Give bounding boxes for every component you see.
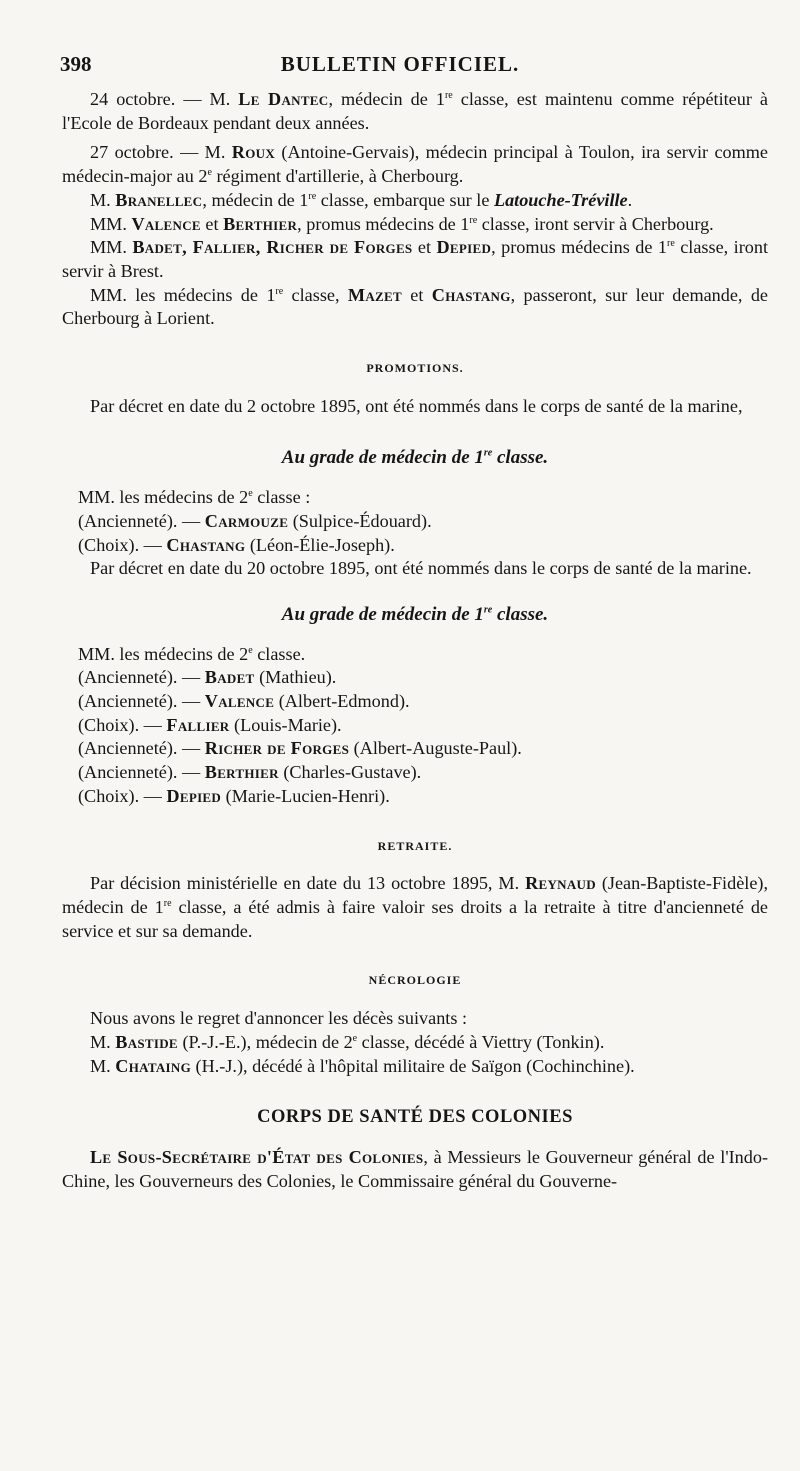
promotion-list — [78, 643, 768, 809]
person-name: Branellec — [115, 189, 203, 210]
journal-title: BULLETIN OFFICIEL. — [280, 52, 520, 76]
person-name: Chataing — [115, 1055, 191, 1076]
promotions-heading: PROMOTIONS. — [366, 361, 464, 376]
page-header — [0, 52, 800, 82]
retraite-paragraph: Par décision ministérielle en date du 13 octobre 1895, M. Reynaud (Jean-Baptiste-Fidèle), médecin de 1re classe, a été admis à faire valoir ses droits a la retraite à titre d'ancienneté de service et sur sa demande. — [62, 873, 769, 941]
entry-branellec: M. Branellec, médecin de 1re classe, embarque sur le Latouche-Tréville. — [90, 189, 633, 210]
list-item: (Choix). — Chastang (Léon-Élie-Joseph). — [78, 534, 395, 555]
necrologie-intro: Nous avons le regret d'annoncer les décès suivants : — [90, 1008, 468, 1029]
person-name: Valence — [204, 691, 275, 712]
grade-heading: Au grade de médecin de 1re classe. — [281, 603, 549, 625]
list-item: (Ancienneté). — Berthier (Charles-Gustave). — [78, 762, 422, 783]
person-name: Bastide — [115, 1031, 178, 1052]
deceased-entry: M. Chataing (H.-J.), décédé à l'hôpital militaire de Saïgon (Cochinchine). — [90, 1055, 635, 1076]
person-name: Depied — [166, 785, 222, 806]
colonies-paragraph: Le Sous-Secrétaire d'État des Colonies, à Messieurs le Gouverneur général de l'Indo-Chine, les Gouverneurs des Colonies, le Commissaire général du Gouverne- — [62, 1146, 769, 1191]
deceased-entry: M. Bastide (P.-J.-E.), médecin de 2e classe, décédé à Viettry (Tonkin). — [90, 1031, 605, 1052]
promotion-list — [78, 486, 768, 557]
grade-heading: Au grade de médecin de 1re classe. — [281, 447, 549, 469]
list-intro: MM. les médecins de 2e classe : — [78, 487, 311, 508]
person-name: Carmouze — [204, 510, 289, 531]
colonies-heading: CORPS DE SANTÉ DES COLONIES — [257, 1107, 573, 1128]
list-item: (Choix). — Depied (Marie-Lucien-Henri). — [78, 785, 390, 806]
list-item: (Ancienneté). — Valence (Albert-Edmond). — [78, 691, 410, 712]
person-name: Badet, Fallier, Richer de Forges — [132, 237, 413, 258]
necrologie-heading: NÉCROLOGIE — [368, 973, 462, 988]
person-name: Berthier — [204, 762, 279, 783]
person-name: Berthier — [223, 213, 298, 234]
page-number: 398 — [60, 52, 92, 76]
page-body — [62, 88, 768, 1193]
person-name: Mazet — [347, 284, 402, 305]
list-item: (Ancienneté). — Richer de Forges (Albert-Auguste-Paul). — [78, 738, 522, 759]
person-name: Depied — [436, 237, 492, 258]
person-name: Roux — [231, 142, 276, 163]
ship-name: Latouche-Tréville — [493, 189, 628, 210]
person-name: Richer de Forges — [204, 738, 350, 759]
decree-paragraph: Par décret en date du 20 octobre 1895, ont été nommés dans le corps de santé de la marine. — [90, 558, 752, 579]
entry-roux: 27 octobre. — M. Roux (Antoine-Gervais), médecin principal à Toulon, ira servir comme médecin-major au 2e régiment d'artillerie, à Cherbourg. — [62, 142, 768, 187]
sender-title: Le Sous-Secrétaire d'État des Colonies — [90, 1146, 424, 1167]
entry-lorient: MM. les médecins de 1re classe, Mazet et Chastang, passeront, sur leur demande, de Cherbourg à Lorient. — [62, 284, 768, 329]
person-name: Badet — [204, 667, 255, 688]
person-name: Valence — [131, 213, 201, 234]
entry-valence-berthier: MM. Valence et Berthier, promus médecins de 1re classe, iront servir à Cherbourg. — [90, 213, 714, 234]
entry-brest: MM. Badet, Fallier, Richer de Forges et Depied, promus médecins de 1re classe, iront servir à Brest. — [62, 237, 768, 281]
retraite-heading: RETRAITE. — [377, 838, 453, 853]
list-item: (Choix). — Fallier (Louis-Marie). — [78, 714, 342, 735]
entry-le-dantec: 24 octobre. — M. Le Dantec, médecin de 1re classe, est maintenu comme répétiteur à l'Ecole de Bordeaux pendant deux années. — [62, 89, 768, 133]
list-item: (Ancienneté). — Badet (Mathieu). — [78, 667, 337, 688]
list-intro: MM. les médecins de 2e classe. — [78, 643, 306, 664]
person-name: Reynaud — [525, 873, 596, 894]
person-name: Le Dantec — [238, 89, 329, 109]
person-name: Chastang — [166, 534, 246, 555]
person-name: Chastang — [431, 284, 511, 305]
list-item: (Ancienneté). — Carmouze (Sulpice-Édouard). — [78, 510, 432, 531]
decree-paragraph: Par décret en date du 2 octobre 1895, ont été nommés dans le corps de santé de la marine, — [90, 395, 743, 416]
person-name: Fallier — [166, 714, 230, 735]
